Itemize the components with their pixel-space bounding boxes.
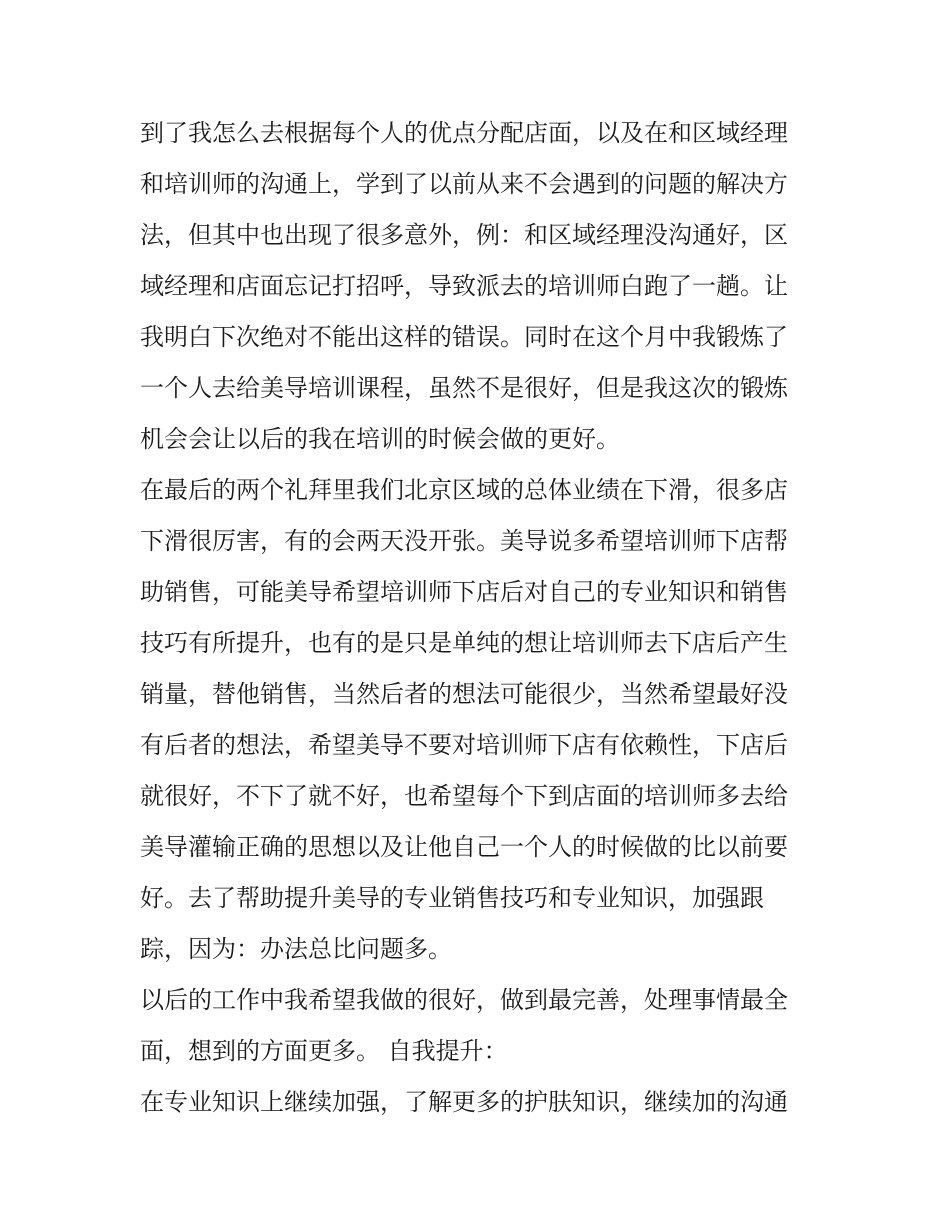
text-line: 在最后的两个礼拜里我们北京区域的总体业绩在下滑，很多店 — [140, 476, 788, 504]
text-line: 有后者的想法，希望美导不要对培训师下店有依赖性，下店后 — [140, 731, 788, 759]
text-line: 域经理和店面忘记打招呼，导致派去的培训师白跑了一趟。让 — [140, 272, 788, 300]
text-line: 和培训师的沟通上，学到了以前从来不会遇到的问题的解决方 — [140, 170, 788, 198]
text-line: 我明白下次绝对不能出这样的错误。同时在这个月中我锻炼了 — [140, 323, 788, 351]
text-line: 美导灌输正确的思想以及让他自己一个人的时候做的比以前要 — [140, 833, 788, 861]
text-line: 在专业知识上继续加强，了解更多的护肤知识，继续加的沟通 — [140, 1088, 788, 1116]
text-line: 好。去了帮助提升美导的专业销售技巧和专业知识，加强跟 — [140, 884, 764, 912]
document-body — [140, 108, 820, 1128]
text-line: 技巧有所提升，也有的是只是单纯的想让培训师去下店后产生 — [140, 629, 788, 657]
text-line: 一个人去给美导培训课程，虽然不是很好，但是我这次的锻炼 — [140, 374, 788, 402]
text-line: 下滑很厉害，有的会两天没开张。美导说多希望培训师下店帮 — [140, 527, 788, 555]
text-line: 就很好，不下了就不好，也希望每个下到店面的培训师多去给 — [140, 782, 788, 810]
text-line: 销量，替他销售，当然后者的想法可能很少，当然希望最好没 — [140, 680, 788, 708]
text-line: 助销售，可能美导希望培训师下店后对自己的专业知识和销售 — [140, 578, 788, 606]
text-line: 到了我怎么去根据每个人的优点分配店面，以及在和区域经理 — [140, 119, 788, 147]
text-line: 踪，因为：办法总比问题多。 — [140, 935, 452, 963]
text-line: 法，但其中也出现了很多意外，例：和区域经理没沟通好，区 — [140, 221, 788, 249]
text-line: 机会会让以后的我在培训的时候会做的更好。 — [140, 425, 620, 453]
text-line: 以后的工作中我希望我做的很好，做到最完善，处理事情最全 — [140, 986, 788, 1014]
text-line: 面，想到的方面更多。 自我提升： — [140, 1037, 508, 1065]
